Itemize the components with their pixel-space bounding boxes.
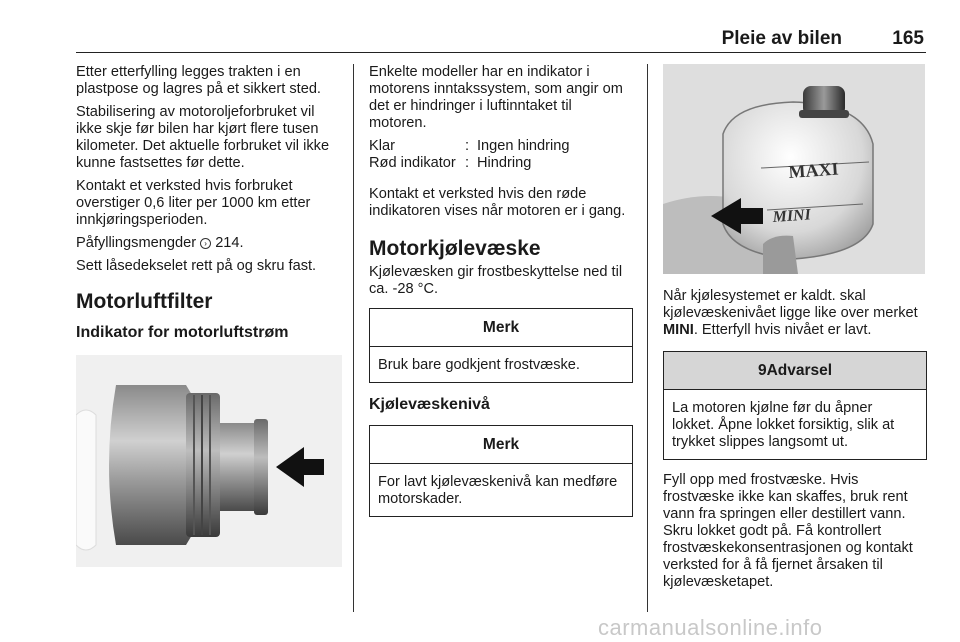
warning-title-text: Advarsel <box>766 362 833 379</box>
paragraph <box>663 288 927 339</box>
paragraph: Fyll opp med frostvæske. Hvis frostvæske ikke kan skaffes, bruk rent vann fra springen eller destillert vann. Skru lokket godt på. Få kontrollert frostvæskekonsentrasjonen og kontakt verksted for å få fjernet årsaken til kjølevæsketapet. <box>663 472 913 590</box>
note-title: Merk <box>370 426 632 464</box>
page-reference[interactable]: 214. <box>215 235 244 251</box>
paragraph: Sett låsedekselet rett på og skru fast. <box>76 258 317 274</box>
paragraph: Kjølevæsken gir frostbeskyttelse ned til ca. -28 °C. <box>369 264 623 297</box>
mini-mark: MINI <box>772 206 812 226</box>
page-reference-icon[interactable]: › <box>200 238 211 249</box>
air-flow-indicator-illustration <box>76 355 342 567</box>
warning-title <box>664 352 926 390</box>
table-sep: : <box>465 155 470 171</box>
column-divider <box>647 64 648 612</box>
note-body: Bruk bare godkjent frostvæske. <box>378 357 580 373</box>
indicator-table-row <box>369 155 633 172</box>
coolant-reservoir-illustration <box>663 64 925 274</box>
table-sep: : <box>465 138 470 154</box>
paragraph-text: Når kjølesystemet er kaldt. skal kjølevæskenivået ligge like over merket <box>663 288 918 321</box>
table-value: Hindring <box>477 155 532 171</box>
paragraph: Kontakt et verksted hvis den røde indikatoren vises når motoren er i gang. <box>369 186 626 219</box>
indicator-table-row <box>369 138 633 155</box>
table-key: Klar <box>369 138 395 154</box>
section-heading: Motorluftfilter <box>76 290 213 313</box>
paragraph-text: Påfyllingsmengder <box>76 235 197 251</box>
page-number: 165 <box>892 28 924 49</box>
warning-icon: 9 <box>757 362 767 379</box>
watermark: carmanualsonline.info <box>598 615 823 640</box>
column-right <box>663 64 927 597</box>
note-body: For lavt kjølevæskenivå kan medføre motorskader. <box>378 474 618 507</box>
table-key: Rød indikator <box>369 155 456 171</box>
paragraph: Etter etterfylling legges trakten i en plastpose og lagres på et sikkert sted. <box>76 64 321 97</box>
air-filter-indicator-icon <box>76 355 342 567</box>
paragraph: Stabilisering av motoroljeforbruket vil ikke skje før bilen har kjørt flere tusen kilometer. Det aktuelle forbruket vil ikke kunne fastsettes før dette. <box>76 104 330 171</box>
paragraph: Kontakt et verksted hvis forbruket overstiger 0,6 liter per 1000 km etter innkjøringsperioden. <box>76 178 311 228</box>
warning-body: La motoren kjølne før du åpner lokket. Åpne lokket forsiktig, slik at trykket slippes langsomt ut. <box>672 400 895 450</box>
paragraph: Enkelte modeller har en indikator i motorens inntakssystem, som angir om det er hindringer i luftinntaket til motoren. <box>369 64 623 131</box>
page-header <box>76 20 926 53</box>
maxi-mark: MAXI <box>787 158 840 182</box>
subsection-heading: Kjølevæskenivå <box>369 396 490 413</box>
mini-mark-reference: MINI <box>663 322 694 338</box>
note-box <box>369 308 633 383</box>
column-left <box>76 64 342 567</box>
subsection-heading: Indikator for motorluftstrøm <box>76 324 289 341</box>
table-value: Ingen hindring <box>477 138 570 154</box>
coolant-reservoir-icon <box>663 64 925 274</box>
note-title: Merk <box>370 309 632 347</box>
note-box <box>369 425 633 517</box>
column-middle <box>369 64 633 529</box>
paragraph <box>76 235 342 252</box>
paragraph-text: . Etterfyll hvis nivået er lavt. <box>693 322 872 338</box>
section-heading: Motorkjølevæske <box>369 237 541 260</box>
column-divider <box>353 64 354 612</box>
warning-box <box>663 351 927 460</box>
chapter-title: Pleie av bilen <box>721 28 842 49</box>
